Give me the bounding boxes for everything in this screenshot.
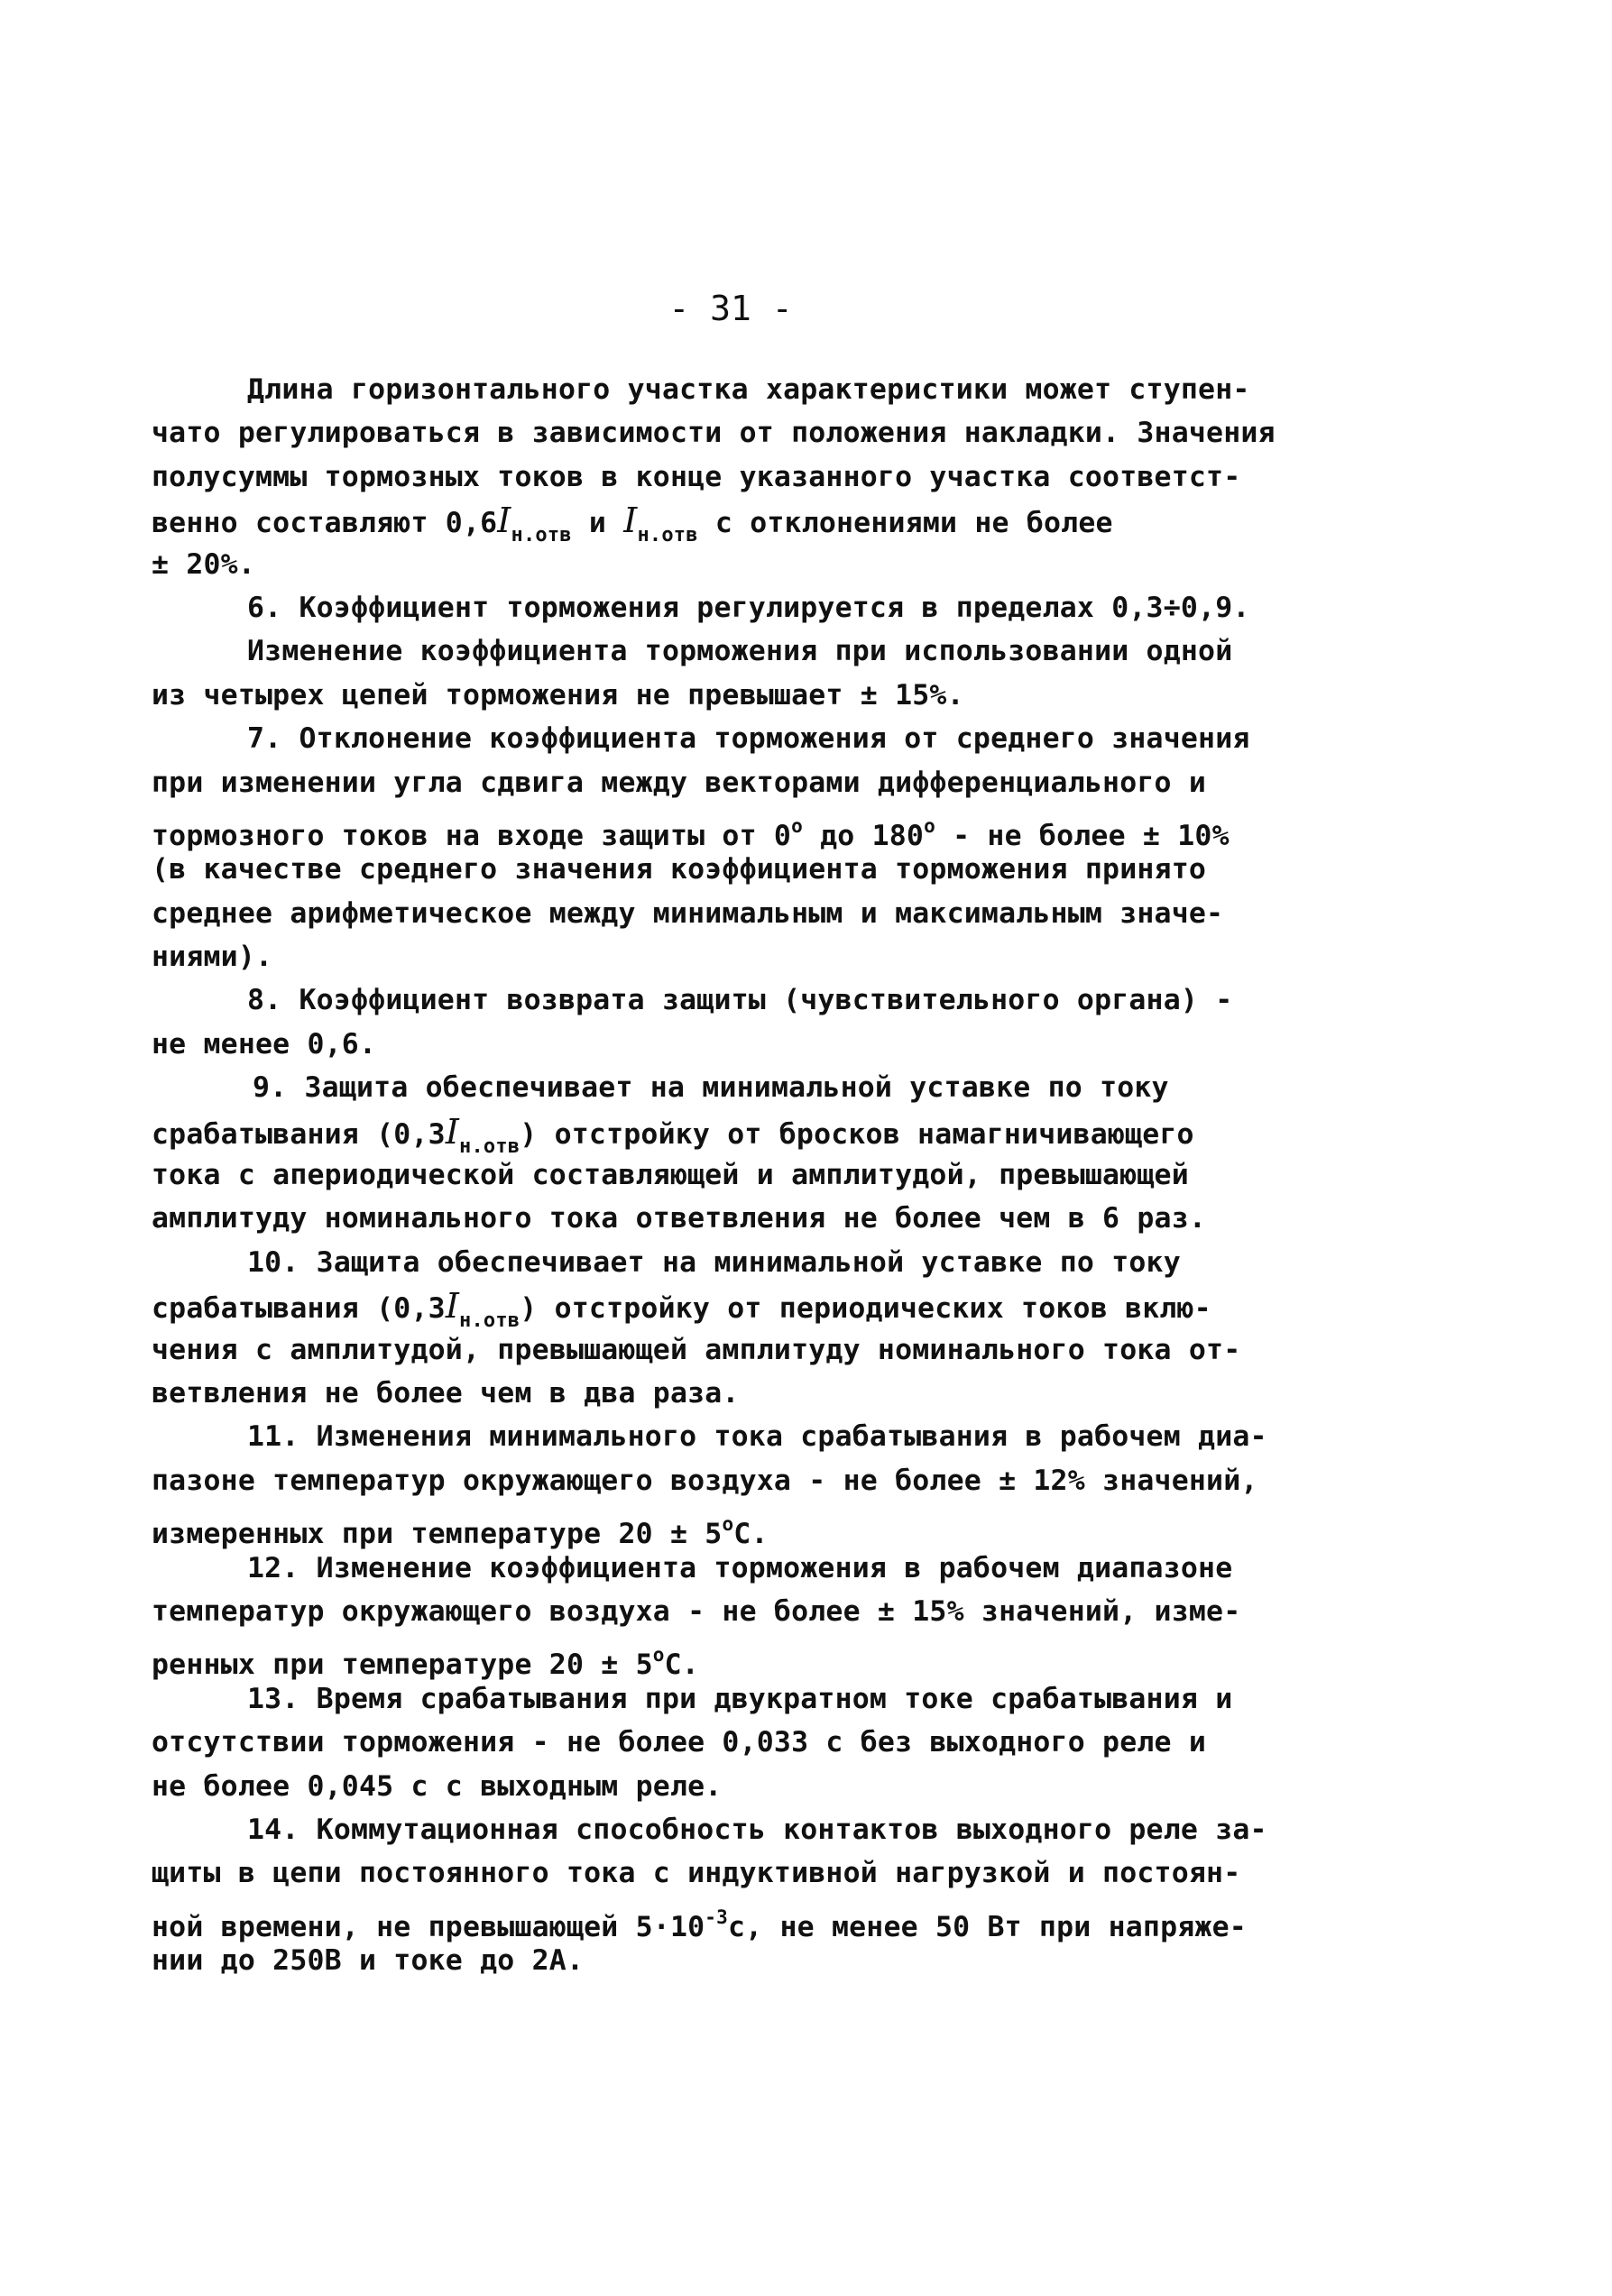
text-line: нии до 250В и токе до 2А. xyxy=(152,1944,585,1978)
text-line: не более 0,045 с с выходным реле. xyxy=(152,1769,723,1803)
text-fragment: ной времени, не превышающей 5·10 xyxy=(152,1910,705,1943)
superscript: о xyxy=(924,814,935,837)
paragraph-11: 11. Изменения минимального тока срабатывания в рабочем диа- xyxy=(247,1420,1267,1454)
text-line: (в качестве среднего значения коэффициента торможения принято xyxy=(152,853,1207,886)
text-fragment: ренных при температуре 20 ± 5 xyxy=(152,1649,653,1682)
text-line: ветвления не более чем в два раза. xyxy=(152,1376,740,1410)
paragraph-10: 10. Защита обеспечивает на минимальной уставке по току xyxy=(247,1245,1181,1279)
text-line xyxy=(152,1502,1288,1551)
text-line xyxy=(152,804,1288,852)
text-line: Изменение коэффициента торможения при использовании одной xyxy=(247,635,1233,668)
subscript: н.отв xyxy=(459,1134,520,1158)
paragraph-13: 13. Время срабатывания при двукратном токе срабатывания и xyxy=(247,1682,1233,1715)
text-line: при изменении угла сдвига между векторами дифференциального и xyxy=(152,766,1207,799)
current-symbol: I xyxy=(623,501,638,541)
superscript: о xyxy=(722,1513,734,1536)
text-line xyxy=(152,1896,1288,1943)
text-fragment: срабатывания (0,3 xyxy=(152,1117,446,1151)
text-line: пазоне температур окружающего воздуха - не более ± 12% значений, xyxy=(152,1464,1258,1497)
text-line: ниями). xyxy=(152,941,273,974)
paragraph-12: 12. Изменение коэффициента торможения в рабочем диапазоне xyxy=(247,1551,1233,1584)
text-line xyxy=(152,1110,1288,1158)
subscript: н.отв xyxy=(637,524,698,547)
superscript: о xyxy=(791,814,803,837)
text-fragment: с отклонениями не более xyxy=(697,507,1113,540)
text-fragment: до 180 xyxy=(802,819,925,852)
text-line: Длина горизонтального участка характеристики может ступен- xyxy=(247,373,1250,406)
paragraph-8: 8. Коэффициент возврата защиты (чувствительного органа) - xyxy=(247,984,1233,1017)
text-line: среднее арифметическое между минимальным и максимальным значе- xyxy=(152,896,1224,930)
text-line: не менее 0,6. xyxy=(152,1027,377,1061)
text-fragment: С. xyxy=(664,1649,699,1682)
superscript: о xyxy=(652,1644,665,1667)
text-fragment: ) отстройку от бросков намагничивающего xyxy=(520,1117,1194,1151)
document-body xyxy=(152,368,1288,1982)
paragraph-7: 7. Отклонение коэффициента торможения от среднего значения xyxy=(247,722,1250,756)
text-line xyxy=(152,499,1288,547)
subscript: н.отв xyxy=(459,1309,520,1333)
text-line: из четырех цепей торможения не превышает ± 15%. xyxy=(152,678,964,712)
text-fragment: венно составляют 0,6 xyxy=(152,507,498,540)
text-line: щиты в цепи постоянного тока с индуктивной нагрузкой и постоян- xyxy=(152,1857,1241,1890)
text-line: амплитуду номинального тока ответвления не более чем в 6 раз. xyxy=(152,1202,1207,1235)
text-fragment: - не более ± 10% xyxy=(935,819,1230,852)
text-fragment: С. xyxy=(733,1518,769,1551)
paragraph-9: 9. Защита обеспечивает на минимальной уставке по току xyxy=(253,1071,1169,1105)
paragraph-14: 14. Коммутационная способность контактов выходного реле за- xyxy=(247,1813,1267,1846)
text-fragment: и xyxy=(571,507,624,540)
text-fragment: срабатывания (0,3 xyxy=(152,1292,446,1326)
text-line: тока с апериодической составляющей и амплитудой, превышающей xyxy=(152,1159,1189,1192)
text-line: отсутствии торможения - не более 0,033 с без выходного реле и xyxy=(152,1726,1207,1759)
text-fragment: с, не менее 50 Вт при напряже- xyxy=(727,1910,1247,1943)
text-line: чения с амплитудой, превышающей амплитуду номинального тока от- xyxy=(152,1333,1241,1366)
text-line: ± 20%. xyxy=(152,547,255,581)
text-line: чато регулироваться в зависимости от положения накладки. Значения xyxy=(152,417,1276,450)
current-symbol: I xyxy=(497,501,511,541)
text-line xyxy=(152,1633,1288,1682)
subscript: н.отв xyxy=(511,524,572,547)
current-symbol: I xyxy=(445,1111,460,1152)
text-fragment: тормозного токов на входе защиты от 0 xyxy=(152,819,792,852)
current-symbol: I xyxy=(445,1286,460,1327)
page-number: - 31 - xyxy=(668,289,793,328)
text-line: температур окружающего воздуха - не более ± 15% значений, изме- xyxy=(152,1594,1241,1628)
text-fragment: измеренных при температуре 20 ± 5 xyxy=(152,1518,723,1551)
paragraph-6: 6. Коэффициент торможения регулируется в пределах 0,3÷0,9. xyxy=(247,591,1250,624)
text-line: полусуммы тормозных токов в конце указанного участка соответст- xyxy=(152,460,1241,493)
superscript: -3 xyxy=(705,1906,728,1928)
text-line xyxy=(152,1284,1288,1333)
text-fragment: ) отстройку от периодических токов вклю- xyxy=(520,1292,1211,1326)
